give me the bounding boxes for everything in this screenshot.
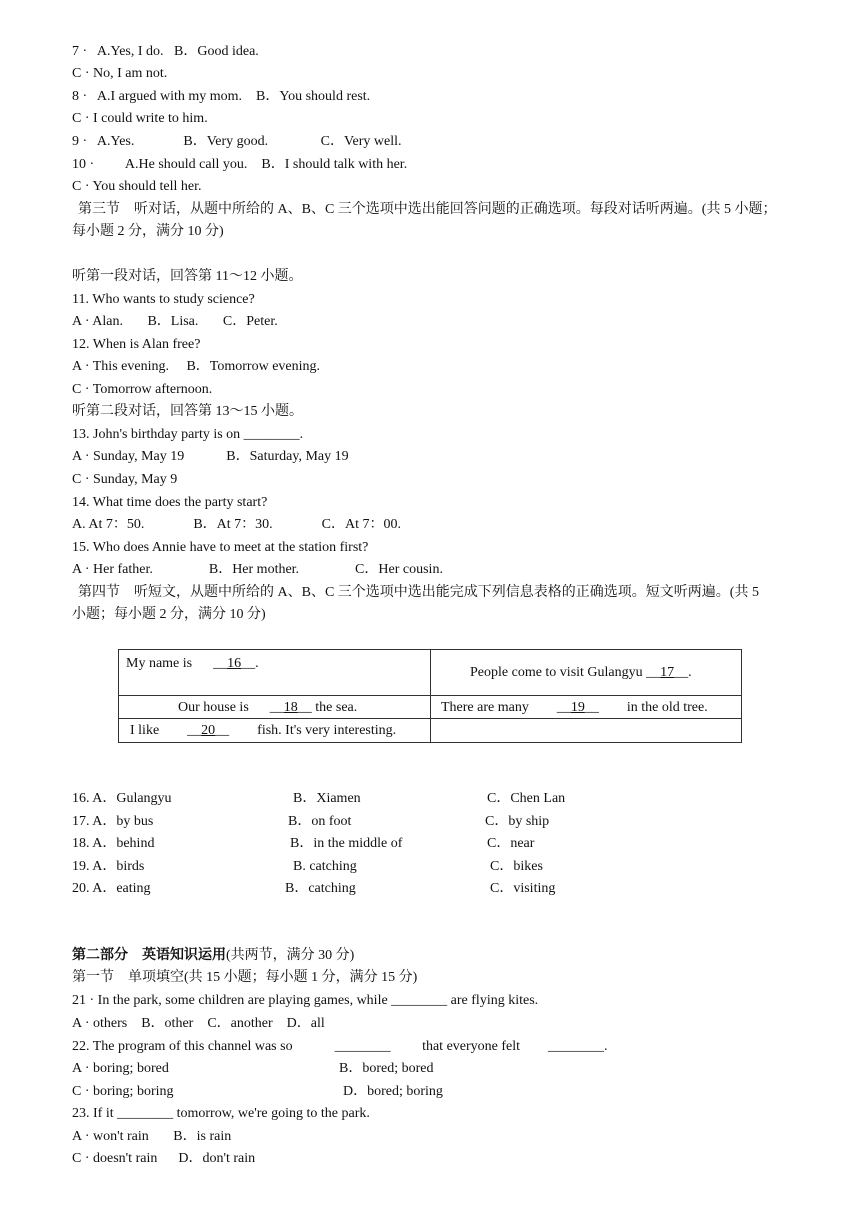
part2-heading: 第二部分 英语知识运用(共两节，满分 30 分) [72,948,355,963]
q22-option-a: A · boring; bored [72,1061,169,1076]
q12-question: 12. When is Alan free? [72,337,201,352]
q16-option-c: C．Chen Lan [487,791,566,806]
q8-option-c: C · I could write to him. [72,111,208,126]
part2-section1-heading: 第一节 单项填空(共 15 小题；每小题 1 分，满分 15 分) [72,970,418,985]
q17-option-b: B．on foot [288,814,352,829]
q18-option-c: C．near [487,836,535,851]
q13-option-c: C · Sunday, May 9 [72,472,178,487]
table-cell-house: Our house is __18__ the sea. [178,700,358,715]
section4-heading: 第四节 听短文，从题中所给的 A、B、C 三个选项中选出能完成下列信息表格的正确选项。短文听两遍。(共 5 [64,585,759,600]
q11-options: A · Alan. B．Lisa. C．Peter. [72,314,278,329]
q21-question: 21 · In the park, some children are playing games, while ________ are flying kites. [72,993,539,1008]
q16-option-a: 16. A．Gulangyu [72,791,172,806]
dialog1-instruction: 听第一段对话，回答第 11～12 小题。 [72,269,303,284]
q20-option-b: B．catching [285,881,356,896]
q19-option-c: C．bikes [490,859,543,874]
q18-option-a: 18. A．behind [72,836,155,851]
q17-option-a: 17. A．by bus [72,814,154,829]
q8-line: 8 · A.I argued with my mom. B．You should rest. [72,89,371,104]
table-cell-visit: People come to visit Gulangyu __17__. [470,665,692,680]
section4-heading-cont: 小题；每小题 2 分，满分 10 分) [72,607,266,622]
q22-option-d: D．bored; boring [343,1084,443,1099]
q19-option-b: B. catching [293,859,357,874]
q23-options-cd: C · doesn't rain D．don't rain [72,1151,256,1166]
section3-heading-cont: 每小题 2 分，满分 10 分) [72,224,224,239]
q18-option-b: B．in the middle of [290,836,403,851]
q10-option-c: C · You should tell her. [72,179,202,194]
section3-heading: 第三节 听对话，从题中所给的 A、B、C 三个选项中选出能回答问题的正确选项。每段对话听两遍。(共 5 小题； [64,202,777,217]
q22-option-c: C · boring; boring [72,1084,174,1099]
q13-question: 13. John's birthday party is on ________. [72,427,304,442]
q23-question: 23. If it ________ tomorrow, we're going to the park. [72,1106,370,1121]
q20-option-c: C．visiting [490,881,556,896]
table-cell-like: I like __20__ fish. It's very interesting. [130,723,397,738]
q22-question: 22. The program of this channel was so ________ that everyone felt ________. [72,1039,608,1054]
q11-question: 11. Who wants to study science? [72,292,255,307]
q16-option-b: B．Xiamen [293,791,361,806]
q21-options: A · others B．other C．another D．all [72,1016,325,1031]
q22-option-b: B．bored; bored [339,1061,434,1076]
q13-options: A · Sunday, May 19 B．Saturday, May 19 [72,449,349,464]
q9-line: 9 · A.Yes. B．Very good. C．Very well. [72,134,402,149]
q7-line: 7 · A.Yes, I do. B．Good idea. [72,44,259,59]
q7-option-c: C · No, I am not. [72,66,168,81]
q17-option-c: C．by ship [485,814,550,829]
q19-option-a: 19. A．birds [72,859,145,874]
q20-option-a: 20. A．eating [72,881,151,896]
q12-options: A · This evening. B．Tomorrow evening. [72,359,321,374]
q23-options-ab: A · won't rain B．is rain [72,1129,232,1144]
table-cell-tree: There are many __19__ in the old tree. [441,700,708,715]
q15-question: 15. Who does Annie have to meet at the station first? [72,540,369,555]
table-cell-name: My name is __16__. [126,656,259,671]
q14-question: 14. What time does the party start? [72,495,268,510]
q14-options: A. At 7：50. B．At 7：30. C．At 7：00. [72,517,402,532]
q10-line: 10 · A.He should call you. B．I should talk with her. [72,157,408,172]
q15-options: A · Her father. B．Her mother. C．Her cousin. [72,562,443,577]
q12-option-c: C · Tomorrow afternoon. [72,382,213,397]
dialog2-instruction: 听第二段对话，回答第 13～15 小题。 [72,404,303,419]
